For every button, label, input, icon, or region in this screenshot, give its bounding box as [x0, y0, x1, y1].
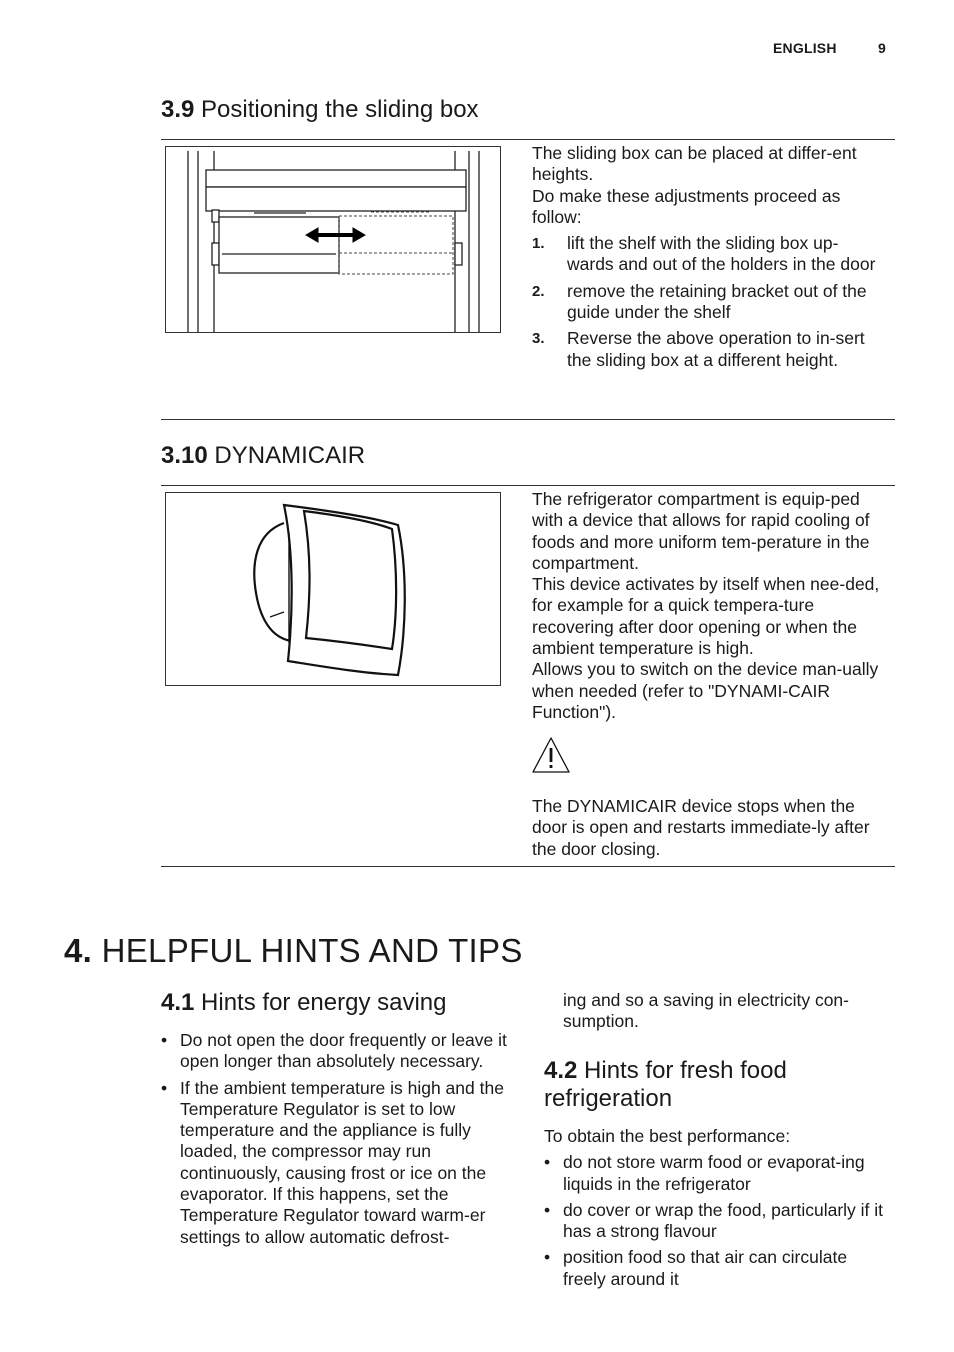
sliding-box-drawing [166, 147, 500, 332]
section-number: 3.9 [161, 96, 195, 123]
list-item: • position food so that air can circulate freely around it [544, 1247, 894, 1290]
section-3-10-heading [161, 442, 365, 470]
section-4-2-text [544, 1126, 894, 1295]
section-4-1-heading [161, 989, 447, 1017]
continuation-text: ing and so a saving in electricity con-sumption. [563, 990, 849, 1032]
step-text: Reverse the above operation to in-sert the sliding box at a different height. [567, 328, 865, 370]
section-number: 3.10 [161, 442, 208, 469]
warning-text: The DYNAMICAIR device stops when the door is open and restarts immediate-ly after the door closing. [532, 796, 870, 859]
list-item: • do cover or wrap the food, particularly if it has a strong flavour [544, 1200, 894, 1243]
dynamicair-paragraph: Allows you to switch on the device man-ually when needed (refer to "DYNAMI-CAIR Function"). [532, 659, 879, 722]
dynamicair-fan-drawing [166, 493, 500, 685]
list-item [532, 281, 882, 324]
dynamicair-paragraph: This device activates by itself when nee-ded, for example for a quick tempera-ture recovering after door opening or when the ambient temperature is high. [532, 574, 880, 659]
step-number: 2. [532, 282, 545, 300]
step-text: lift the shelf with the sliding box up-wards and out of the holders in the door [567, 233, 876, 275]
bullet-list [544, 1152, 894, 1290]
section-title: Hints for fresh food refrigeration [544, 1057, 787, 1112]
sliding-box-illustration [165, 146, 501, 333]
divider [161, 419, 895, 420]
intro-paragraph: To obtain the best performance: [544, 1126, 791, 1146]
list-item [532, 233, 882, 276]
dynamicair-illustration [165, 492, 501, 686]
step-number: 3. [532, 330, 545, 348]
list-item [532, 328, 882, 371]
section-title: DYNAMICAIR [214, 442, 366, 469]
bullet-list [161, 1030, 513, 1248]
header-language: ENGLISH [773, 40, 837, 56]
chapter-heading [64, 932, 523, 970]
step-number: 1. [532, 235, 545, 253]
chapter-title: HELPFUL HINTS AND TIPS [101, 932, 523, 969]
intro-paragraph: The sliding box can be placed at differ-ent heights. [532, 143, 857, 185]
divider [161, 139, 895, 140]
dynamicair-paragraph: The refrigerator compartment is equip-ped with a device that allows for rapid cooling of foods and more uniform tem-perature in the compartment. [532, 489, 870, 573]
section-4-2-heading [544, 1057, 884, 1113]
section-title: Hints for energy saving [201, 989, 447, 1016]
section-4-1-text [161, 1030, 513, 1253]
page-number: 9 [878, 40, 886, 56]
step-text: remove the retaining bracket out of the guide under the shelf [567, 280, 867, 323]
divider [161, 485, 895, 486]
section-number: 4.1 [161, 989, 195, 1016]
list-item: • do not store warm food or evaporat-ing liquids in the refrigerator [544, 1152, 894, 1195]
divider [161, 866, 895, 867]
section-number: 4.2 [544, 1057, 578, 1084]
list-item: • Do not open the door frequently or leave it open longer than absolutely necessary. [161, 1030, 513, 1073]
steps-list [532, 233, 882, 371]
warning-triangle-icon [531, 736, 571, 774]
section-3-9-heading [161, 96, 479, 124]
section-3-10-text [532, 489, 888, 723]
intro-paragraph: Do make these adjustments proceed as follow: [532, 185, 841, 227]
chapter-number: 4. [64, 932, 93, 969]
list-item: • If the ambient temperature is high and the Temperature Regulator is set to low temperature and the appliance is fully loaded, the compressor may run continuously, causing frost or ice on the evaporator. If this happens, set the Temperature Regulator toward warm-er settings to allow automatic defrost- [161, 1078, 513, 1248]
section-title: Positioning the sliding box [201, 96, 479, 123]
section-3-9-text [532, 143, 882, 376]
